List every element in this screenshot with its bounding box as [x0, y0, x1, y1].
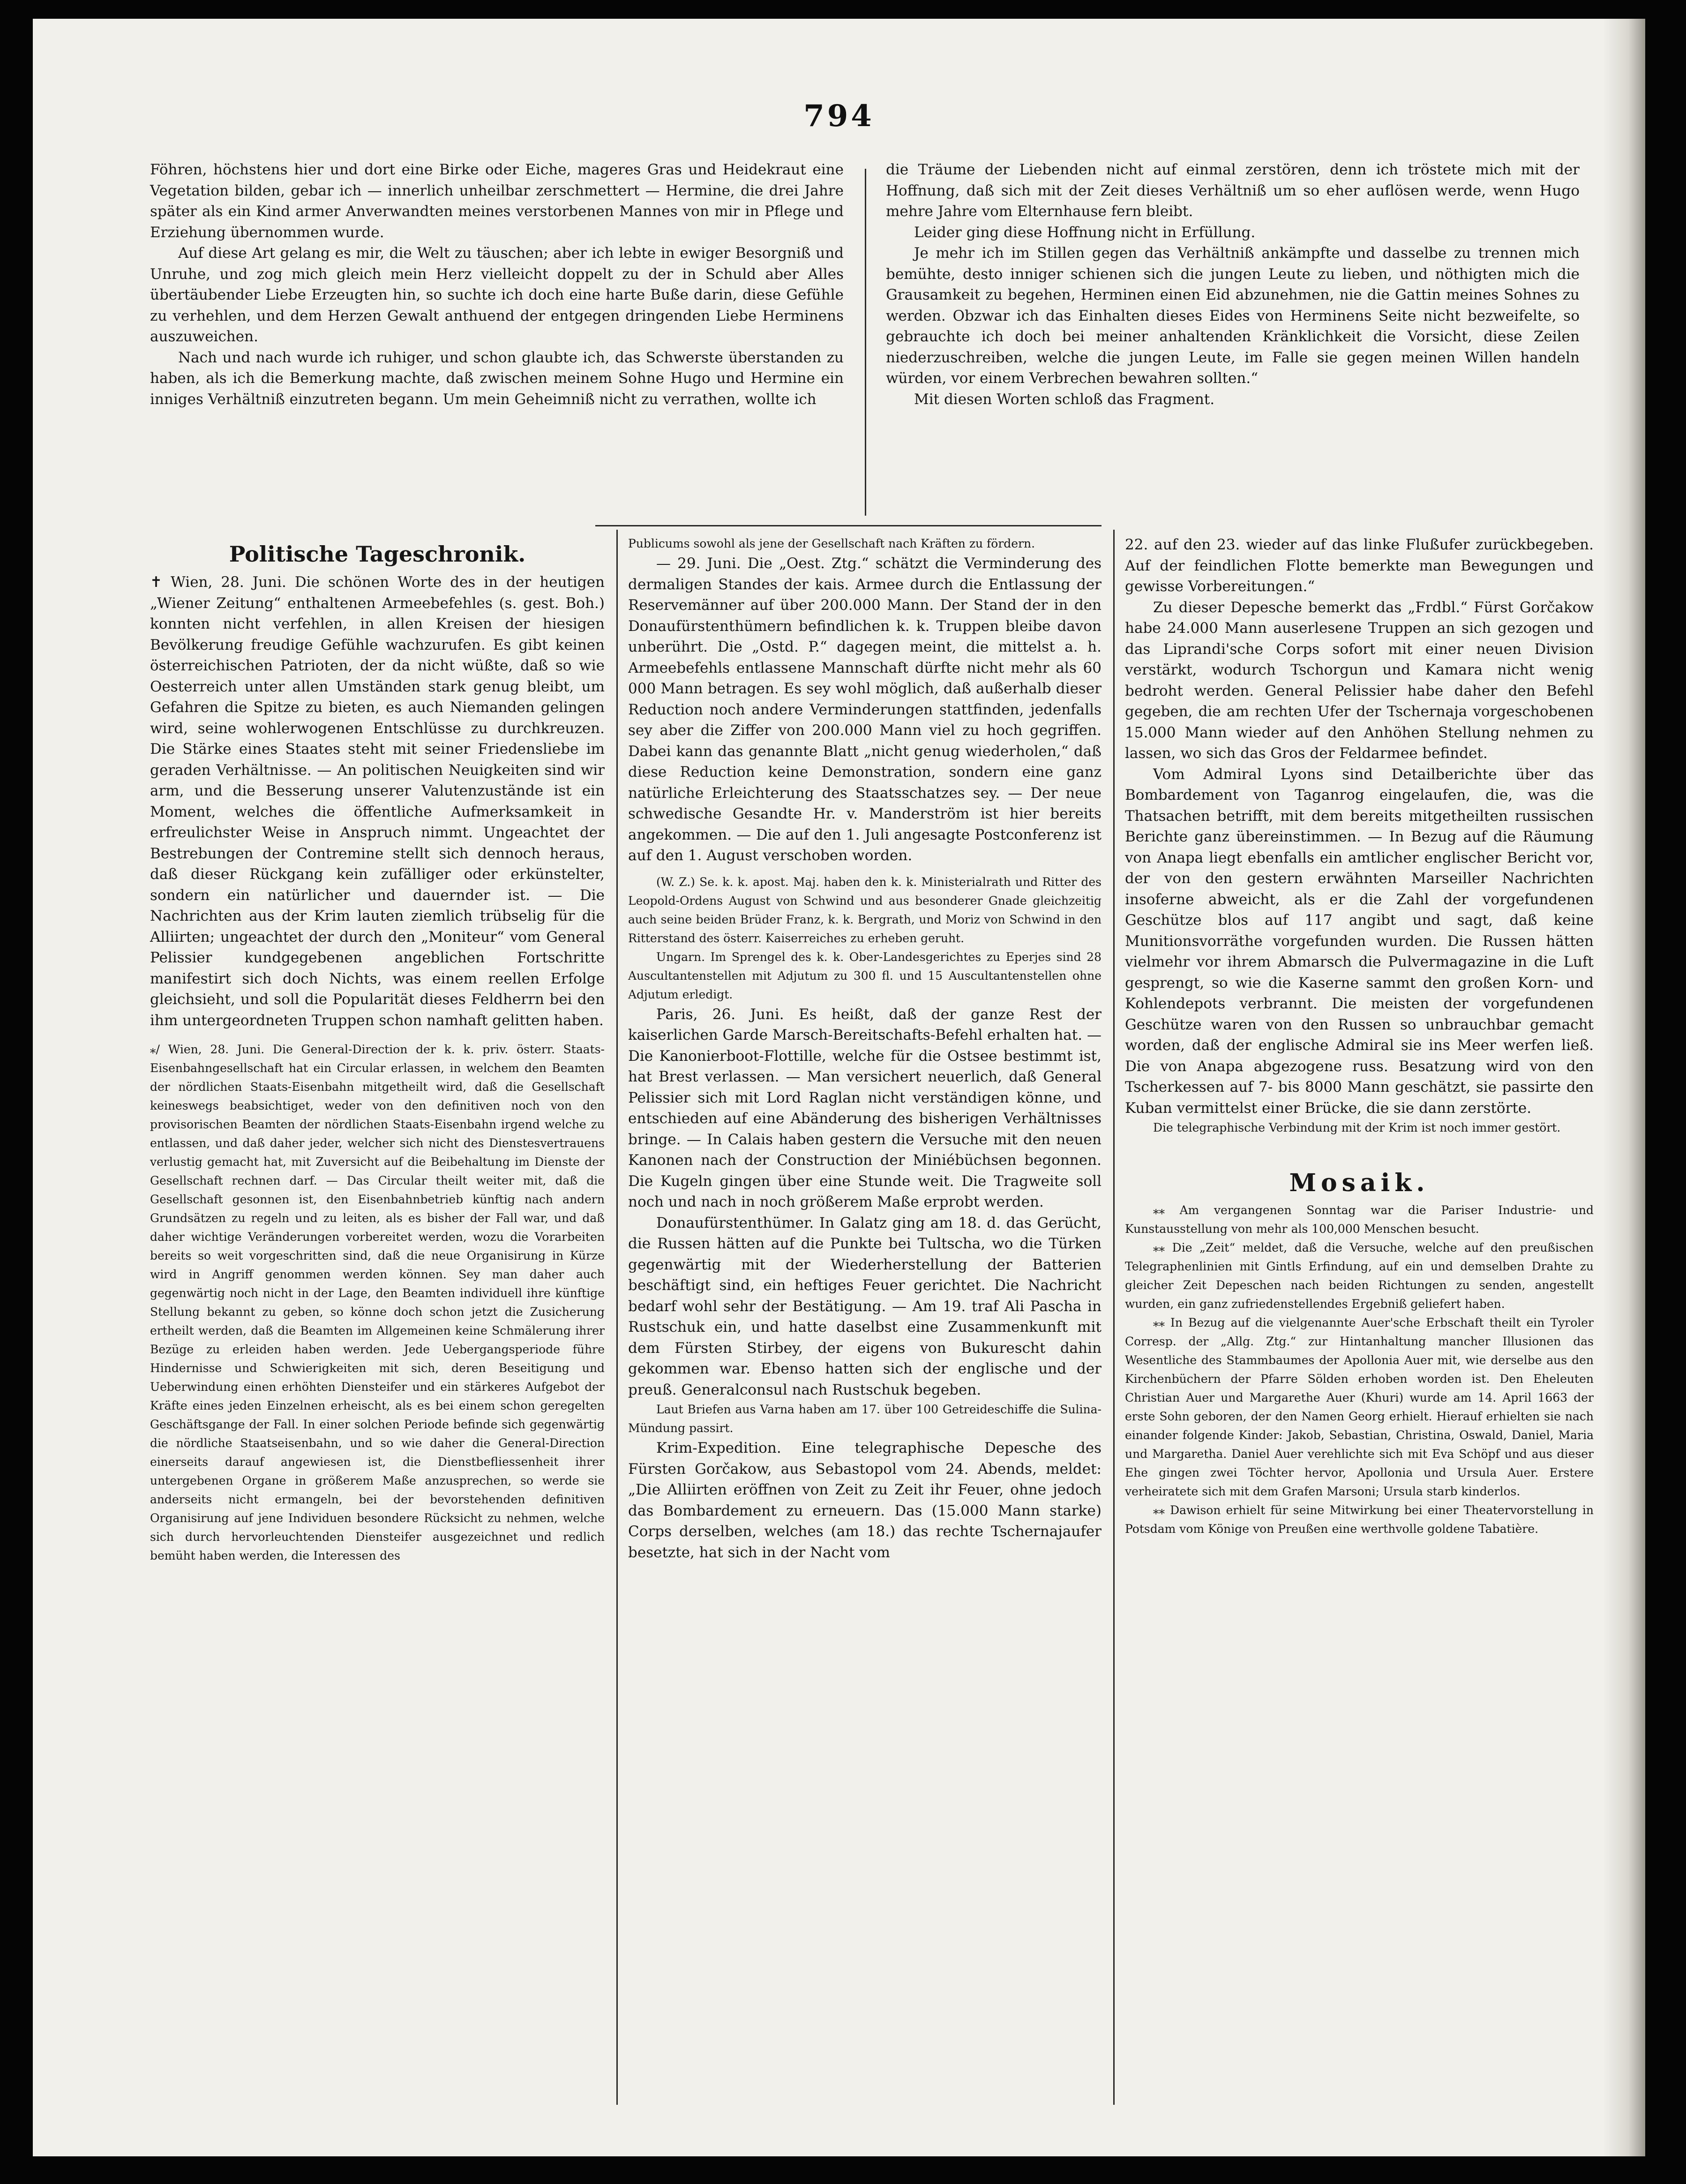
section-heading-politics: Politische Tageschronik. — [229, 541, 526, 567]
mosaik-item: ⁎⁎ Die „Zeit“ meldet, daß die Versuche, welche auf den preußischen Telegraphenlinien mit Gintls Erfindung, auf ein und demselben Drahte zu gleicher Zeit Depeschen nach beiden Richtungen zu senden, angestellt wurden, ein ganz zufriedenstellendes Ergebniß geliefert haben. — [1125, 1241, 1594, 1311]
mosaik-item: ⁎⁎ Dawison erhielt für seine Mitwirkung bei einer Theatervorstellung in Potsdam vom Könige von Preußen eine werthvolle goldene Tabatière. — [1125, 1503, 1594, 1536]
article-schwind: (W. Z.) Se. k. k. apost. Maj. haben den k. k. Ministerialrath und Ritter des Leopold-Ordens August von Schwind und aus besonderer Gnade gleichzeitig auch seine beiden Brüder Franz, k. k. Bergrath, und Moriz von Schwind in den Ritterstand des österr. Kaiserreiches zu erheben geruht. — [628, 875, 1102, 945]
paragraph: Mit diesen Worten schloß das Fragment. — [914, 390, 1215, 408]
paragraph: Vom Admiral Lyons sind Detailberichte über das Bombardement von Taganrog eingelaufen, die, was die Thatsachen betrifft, mit dem bereits mitgetheilten russischen Berichte ganz übereinstimmen. — In Bezug auf die Räumung von Anapa liegt ebenfalls ein amtlicher englischer Bericht vor, der von den gestern erwähnten Marseiller Nachrichten insoferne abweicht, als er die Zahl der vorgefundenen Geschütze blos auf 117 angibt und sagt, daß keine Munitionsvorräthe vorgefunden wurden. Die Russen hätten vielmehr vor ihrem Abmarsch die Pulvermagazine in die Luft gesprengt, so wie die Kaserne sammt den großen Korn- und Kohlendepots verbrannt. Die meisten der vorgefundenen Geschütze waren von den Russen so unbrauchbar gemacht worden, daß der englische Admiral sie ins Meer werfen ließ. Die von Anapa abgezogene russ. Besatzung wird von den Tscherkessen auf 7- bis 8000 Mann geschätzt, sie passirte den Kuban vermittelst einer Brücke, die sie dann zerstörte. — [1125, 766, 1594, 1117]
newspaper-page — [33, 19, 1645, 2156]
section-heading-mosaik: Mosaik. — [1289, 1169, 1430, 1197]
column-3 — [1125, 534, 1594, 1539]
column-divider — [616, 530, 618, 2105]
paragraph: Nach und nach wurde ich ruhiger, und schon glaubte ich, das Schwerste überstanden zu haben, als ich die Bemerkung machte, daß zwischen meinem Sohne Hugo und Hermine ein inniges Verhältniß einzutreten begann. Um mein Geheimniß nicht zu verrathen, wollte ich — [150, 349, 844, 408]
mosaik-item: ⁎⁎ In Bezug auf die vielgenannte Auer'sche Erbschaft theilt ein Tyroler Corresp. der „Allg. Ztg.“ zur Hintanhaltung mancher Illusionen das Wesentliche des Stammbaumes der Apollonia Auer mit, wie derselbe aus den Kirchenbüchern der Pfarre Sölden erhoben worden ist. Den Eheleuten Christian Auer und Margarethe Auer (Khuri) wurde am 14. April 1663 der erste Sohn geboren, der den Namen Georg erhielt. Hierauf erhielten sie nach einander folgende Kinder: Jakob, Sebastian, Christina, Oswald, Daniel, Maria und Margaretha. Daniel Auer verehlichte sich mit Eva Schöpf und aus dieser Ehe gingen zwei Töchter hervor, Apollonia und Ursula Auer. Erstere verheiratete sich mit dem Grafen Marsoni; Ursula starb kinderlos. — [1125, 1316, 1594, 1498]
article-ungarn: Ungarn. Im Sprengel des k. k. Ober-Landesgerichtes zu Eperjes sind 28 Auscultantenstellen mit Adjutum zu 300 fl. und 15 Auscultantenstellen ohne Adjutum erledigt. — [628, 950, 1102, 1001]
article-vienna: ✝ Wien, 28. Juni. Die schönen Worte des in der heutigen „Wiener Zeitung“ enthaltenen Armeebefehles (s. gest. Boh.) konnten nicht verfehlen, in allen Kreisen der hiesigen Bevölkerung freudige Gefühle wachzurufen. Es gibt keinen österreichischen Patrioten, der da nicht wüßte, daß so wie Oesterreich unter allen Umständen stark genug bleibt, um Gefahren die Spitze zu bieten, es auch Niemanden gelingen wird, seine wohlerwogenen Entschlüsse zu durchkreuzen. Die Stärke eines Staates steht mit seiner Friedensliebe im geraden Verhältnisse. — An politischen Neuigkeiten sind wir arm, und die Besserung unserer Valutenzustände ist ein Moment, welches die öffentliche Aufmerksamkeit in erfreulichster Weise in Anspruch nimmt. Ungeachtet der Bestrebungen der Contremine stellt sich dennoch heraus, daß dieser Rückgang kein zufälliger oder erkünstelter, sondern ein natürlicher und dauernder ist. — Die Nachrichten aus der Krim lauten ziemlich trübselig für die Alliirten; ungeachtet der durch den „Moniteur“ vom General Pelissier kundgegebenen angeblichen Fortschritte manifestirt sich doch Nichts, was einem reellen Erfolge gleichsieht, und soll die Popularität dieses Feldherrn bei den ihm untergeordneten Truppen schon namhaft gelitten haben. — [150, 574, 605, 1029]
article-paris: Paris, 26. Juni. Es heißt, daß der ganze Rest der kaiserlichen Garde Marsch-Bereitschafts-Befehl erhalten hat. — Die Kanonierboot-Flottille, welche für die Ostsee bestimmt ist, hat Brest verlassen. — Man versichert neuerlich, daß General Pelissier sich mit Lord Raglan nicht verständigen könne, und entschieden auf eine Abänderung des bisherigen Verhältnisses bringe. — In Calais haben gestern die Versuche mit den neuen Kanonen nach der Construction der Miniébüchsen begonnen. Die Kugeln gingen über eine Stunde weit. Die Tragweite soll noch und nach in noch größerem Maße erprobt werden. — [628, 1006, 1102, 1210]
page-number: 794 — [803, 98, 875, 134]
article-june-29: — 29. Juni. Die „Oest. Ztg.“ schätzt die Verminderung des dermaligen Standes der kais. Armee durch die Entlassung der Reservemänner auf über 200.000 Mann. Der Stand der in den Donaufürstenthümern befindlichen k. k. Truppen bleibe davon unberührt. Die „Ostd. P.“ dagegen meint, die mittelst a. h. Armeebefehls entlassene Mannschaft dürfte nicht mehr als 60 000 Mann betragen. Es sey wohl möglich, daß außerhalb dieser Reduction noch andere Verminderungen stattfinden, jedenfalls sey aber die Ziffer von 200.000 Mann viel zu hoch gegriffen. Dabei kann das genannte Blatt „nicht genug wiederholen,“ daß diese Reduction keine Demonstration, sondern eine ganz natürliche Erleichterung des Staatsschatzes sey. — Der neue schwedische Gesandte Hr. v. Manderström ist hier bereits angekommen. — Die auf den 1. Juli angesagte Postconferenz ist auf den 1. August verschoben worden. — [628, 555, 1102, 864]
paragraph: Publicums sowohl als jene der Gesellschaft nach Kräften zu fördern. — [628, 537, 1035, 550]
article-railway: ⁎/ Wien, 28. Juni. Die General-Direction der k. k. priv. österr. Staats-Eisenbahngesellschaft hat ein Circular erlassen, in welchem den Beamten der nördlichen Staats-Eisenbahn mitgetheilt wird, daß die Gesellschaft keineswegs beabsichtiget, weder von den definitiven noch von den provisorischen Beamten der nördlichen Staats-Eisenbahn irgend welche zu entlassen, und daß daher jeder, welcher sich nicht des Dienstesvertrauens verlustig gemacht hat, mit Zuversicht auf die Beibehaltung im Dienste der Gesellschaft rechnen darf. — Das Circular theilt weiter mit, daß die Gesellschaft gesonnen ist, den Eisenbahnbetrieb künftig nach andern Grundsätzen zu regeln und zu leiten, als es bisher der Fall war, und daß daher wichtige Veränderungen vorbereitet werden, wozu die Vorarbeiten bereits so weit vorgeschritten sind, daß die neue Organisirung in Kürze wird in Angriff genommen werden können. Sey man daher auch gegenwärtig noch nicht in der Lage, den Beamten individuell ihre künftige Stellung bekannt zu geben, so könne doch schon jetzt die Zusicherung ertheilt werden, daß die Beamten im Allgemeinen keine Schmälerung ihrer Bezüge zu erleiden haben werden. Jede Uebergangsperiode führe Hindernisse und Schwierigkeiten mit sich, deren Beseitigung und Ueberwindung einen erhöhten Diensteifer und ein stärkeres Aufgebot der Kräfte eines jeden Einzelnen erheischt, als es bei einem schon geregelten Geschäftsgange der Fall. In einer solchen Periode befinde sich gegenwärtig die nördliche Staatseisenbahn, und so wie daher die General-Direction einerseits darauf angewiesen ist, die Dienstbefliessenheit ihrer untergebenen Organe in größerem Maße anzusprechen, so werde sie anderseits nicht ermangeln, bei der bevorstehenden definitiven Organisirung auf jene Individuen besondere Rücksicht zu nehmen, welche sich durch hervorleuchtenden Diensteifer ausgezeichnet und redlich bemüht haben werden, die Interessen des — [150, 1043, 605, 1562]
column-divider — [1113, 530, 1115, 2105]
paragraph: Auf diese Art gelang es mir, die Welt zu täuschen; aber ich lebte in ewiger Besorgniß und Unruhe, und zog mich gleich mein Herz vielleicht doppelt zu der in Schuld aber Alles übertäubender Liebe Erzeugten hin, so suchte ich doch eine harte Buße darin, diese Gefühle zu verhehlen, und dem Herzen Gewalt anthuend der entgegen dringenden Liebe Herminens auszuweichen. — [150, 245, 844, 345]
paragraph: 22. auf den 23. wieder auf das linke Flußufer zurückbegeben. Auf der feindlichen Flotte bemerkte man Bewegungen und gewisse Vorbereitungen.“ — [1125, 536, 1594, 595]
section-divider — [595, 525, 1102, 526]
top-left-column — [150, 159, 844, 410]
paragraph: Je mehr ich im Stillen gegen das Verhältniß ankämpfte und dasselbe zu trennen mich bemühte, desto inniger schienen sich die jungen Leute zu lieben, und nöthigten mich die Grausamkeit zu begehen, Herminen einen Eid abzunehmen, nie die Gattin meines Sohnes zu werden. Obzwar ich das Einhalten dieses Eides von Herminens Seite nicht bezweifelte, so gebrauchte ich doch bei meiner anhaltenden Kränklichkeit die Vorsicht, diese Zeilen niederzuschreiben, welche die jungen Leute, im Falle sie gegen meinen Willen handeln würden, vor einem Verbrechen bewahren sollten.“ — [886, 245, 1580, 387]
article-krim: Krim-Expedition. Eine telegraphische Depesche des Fürsten Gorčakow, aus Sebastopol vom 24. Abends, meldet: „Die Alliirten eröffnen von Zeit zu Zeit ihr Feuer, ohne jedoch das Bombardement zu erneuern. Das (15.000 Mann starke) Corps derselben, welches (am 18.) das rechte Tschernajaufer besetzte, hat sich in der Nacht vom — [628, 1440, 1102, 1561]
article-donau: Donaufürstenthümer. In Galatz ging am 18. d. das Gerücht, die Russen hätten auf die Punkte bei Tultscha, wo die Türken gegenwärtig mit der Wiederherstellung der Batterien beschäftigt sind, ein heftiges Feuer gerichtet. Die Nachricht bedarf wohl sehr der Bestätigung. — Am 19. traf Ali Pascha in Rustschuk ein, und hatte daselbst eine Zusammenkunft mit dem Fürsten Stirbey, der eigens von Bukurescht dahin gekommen war. Ebenso hatten sich der englische und der preuß. Generalconsul nach Rustschuk begeben. — [628, 1214, 1102, 1398]
paragraph: Föhren, höchstens hier und dort eine Birke oder Eiche, mageres Gras und Heidekraut eine Vegetation bilden, gebar ich — innerlich unheilbar zerschmettert — Hermine, die drei Jahre später als ein Kind armer Anverwandten meines verstorbenen Mannes von mir in Pflege und Erziehung übernommen wurde. — [150, 161, 844, 241]
paragraph: Leider ging diese Hoffnung nicht in Erfüllung. — [914, 224, 1256, 241]
paragraph: Zu dieser Depesche bemerkt das „Frdbl.“ Fürst Gorčakow habe 24.000 Mann auserlesene Truppen an sich gezogen und das Liprandi'sche Corps sofort mit einer neuen Division verstärkt, wodurch Tschorgun und Kamara nicht wenig bedroht werden. General Pelissier habe daher den Befehl gegeben, die am rechten Ufer der Tschernaja vorgeschobenen 15.000 Mann wieder auf den Anhöhen Stellung nehmen zu lassen, wo sich das Gros der Feldarmee befindet. — [1125, 599, 1594, 762]
top-right-column — [886, 159, 1580, 410]
page-edge-shadow — [1603, 19, 1645, 2156]
article-varna: Laut Briefen aus Varna haben am 17. über 100 Getreideschiffe die Sulina-Mündung passirt. — [628, 1403, 1102, 1435]
column-2 — [628, 534, 1102, 1563]
mosaik-item: ⁎⁎ Am vergangenen Sonntag war die Pariser Industrie- und Kunstausstellung von mehr als 100,000 Menschen besucht. — [1125, 1203, 1594, 1236]
column-divider — [865, 169, 866, 516]
paragraph: Die telegraphische Verbindung mit der Krim ist noch immer gestört. — [1153, 1121, 1561, 1134]
paragraph: die Träume der Liebenden nicht auf einmal zerstören, denn ich tröstete mich mit der Hoffnung, daß sich mit der Zeit dieses Verhältniß um so eher auflösen werde, wenn Hugo mehre Jahre vom Elternhause fern bleibt. — [886, 161, 1580, 220]
column-1 — [150, 530, 605, 1565]
